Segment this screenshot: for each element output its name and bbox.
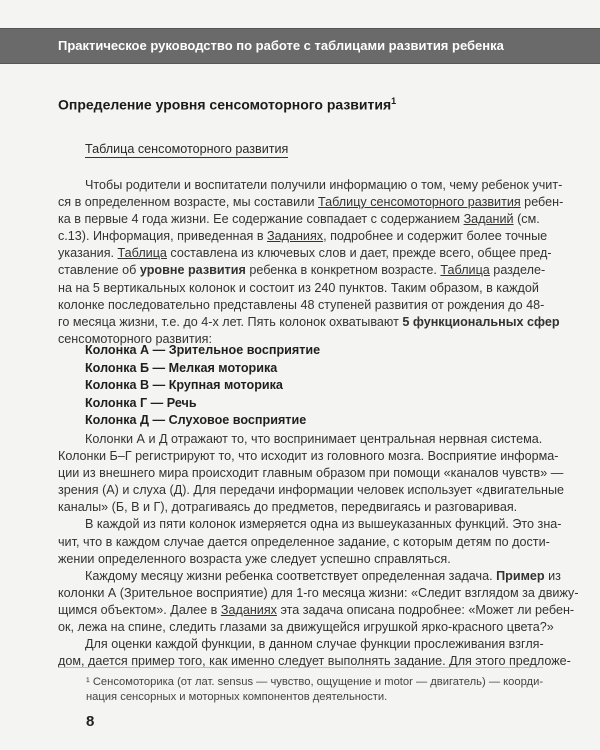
running-header bbox=[0, 28, 600, 64]
text-line: ок, лежа на спине, следить глазами за движущейся игрушкой ярко-красного цвета?» bbox=[58, 620, 554, 635]
column-item: Колонка Б — Мелкая моторика bbox=[85, 360, 278, 375]
text-line: колонки А (Зрительное восприятие) для 1-го месяца жизни: «Следит взглядом за движу- bbox=[58, 585, 579, 600]
text-line: В каждой из пяти колонок измеряется одна из вышеуказанных функций. Это зна- bbox=[85, 517, 562, 532]
text-line: дом, дается пример того, как именно следует выполнять задание. Для этого предложе- bbox=[58, 654, 571, 669]
column-item: Колонка Г — Речь bbox=[85, 395, 197, 410]
emphasis: Пример bbox=[496, 568, 545, 583]
text-line: Колонки Б–Г регистрируют то, что исходит из головного мозга. Восприятие информа- bbox=[58, 449, 559, 464]
table-subheading: Таблица сенсомоторного развития bbox=[85, 142, 289, 156]
column-list bbox=[85, 342, 320, 430]
section-heading bbox=[58, 96, 396, 113]
text-line: ставление об уровне развития ребенка в конкретном возрасте. Таблица разделе- bbox=[58, 263, 546, 278]
text-line: го месяца жизни, т.е. до 4-х лет. Пять колонок охватывают 5 функциональных сфер bbox=[58, 314, 560, 329]
table-reference-link: Таблицу сенсомоторного развития bbox=[318, 195, 521, 210]
text-line: ся в определенном возрасте, мы составили Таблицу сенсомоторного развития ребен- bbox=[58, 195, 564, 210]
table-reference: Таблица bbox=[440, 263, 490, 278]
footnote-divider bbox=[58, 667, 543, 668]
tasks-reference: Заданий bbox=[463, 212, 514, 227]
table-reference: Таблица bbox=[117, 246, 167, 261]
column-item: Колонка В — Крупная моторика bbox=[85, 378, 283, 393]
text-line: зрения (А) и слуха (Д). Для передачи информации человек использует «двигательные bbox=[58, 483, 565, 498]
emphasis: 5 функциональных сфер bbox=[402, 314, 560, 329]
emphasis: уровне развития bbox=[139, 263, 246, 278]
text-line: чит, что в каждом случае дается определенное задание, с которым детям по дости- bbox=[58, 534, 550, 549]
explanation-paragraph bbox=[58, 431, 579, 670]
column-item: Колонка А — Зрительное восприятие bbox=[85, 343, 321, 357]
text-line: колонке последовательно представлены 48 ступеней развития от рождения до 48- bbox=[58, 297, 545, 312]
footnote bbox=[86, 675, 546, 705]
footnote-marker: 1 bbox=[391, 96, 397, 106]
tasks-reference: Заданиях bbox=[220, 602, 277, 617]
text-line: Для оценки каждой функции, в данном случае функции прослеживания взгля- bbox=[85, 637, 544, 652]
text-line: Чтобы родители и воспитатели получили информацию о том, чему ребенок учит- bbox=[85, 178, 563, 192]
column-item: Колонка Д — Слуховое восприятие bbox=[85, 413, 307, 428]
text-line: Колонки А и Д отражают то, что воспринимает центральная нервная система. bbox=[85, 432, 543, 446]
text-line: указания. Таблица составлена из ключевых слов и дает, прежде всего, общее пред- bbox=[58, 246, 552, 261]
text-line: жении определенного возраста уже следует успешно справляться. bbox=[58, 551, 451, 566]
text-line: с.13). Информация, приведенная в Заданиях, подробнее и содержит более точные bbox=[58, 229, 548, 244]
running-header-title: Практическое руководство по работе с таблицами развития ребенка bbox=[58, 38, 504, 53]
text-line: ка в первые 4 года жизни. Ее содержание совпадает с содержанием Заданий (см. bbox=[58, 212, 540, 227]
text-line: сенсомоторного развития: bbox=[58, 331, 212, 346]
tasks-reference: Заданиях bbox=[267, 229, 324, 244]
intro-paragraph bbox=[58, 177, 564, 348]
footnote-line: ¹ Сенсомоторика (от лат. sensus — чувство, ощущение и motor — двигатель) — коорди- bbox=[86, 676, 544, 688]
text-line: Каждому месяцу жизни ребенка соответствует определенная задача. Пример из bbox=[85, 568, 561, 583]
text-line: на на 5 вертикальных колонок и состоит из 240 пунктов. Таким образом, в каждой bbox=[58, 280, 539, 295]
text-line: ции из внешнего мира происходит главным образом при помощи «каналов чувств» — bbox=[58, 466, 564, 481]
text-line: щимся объектом». Далее в Заданиях эта задача описана подробнее: «Может ли ребен- bbox=[58, 602, 575, 617]
footnote-line: нация сенсорных и моторных компонентов деятельности. bbox=[86, 691, 388, 703]
text-line: каналы» (Б, В и Г), дотрагиваясь до предметов, передвигаясь и разговаривая. bbox=[58, 500, 518, 515]
page-number: 8 bbox=[86, 713, 95, 730]
section-heading-text: Определение уровня сенсомоторного развития bbox=[58, 96, 392, 113]
